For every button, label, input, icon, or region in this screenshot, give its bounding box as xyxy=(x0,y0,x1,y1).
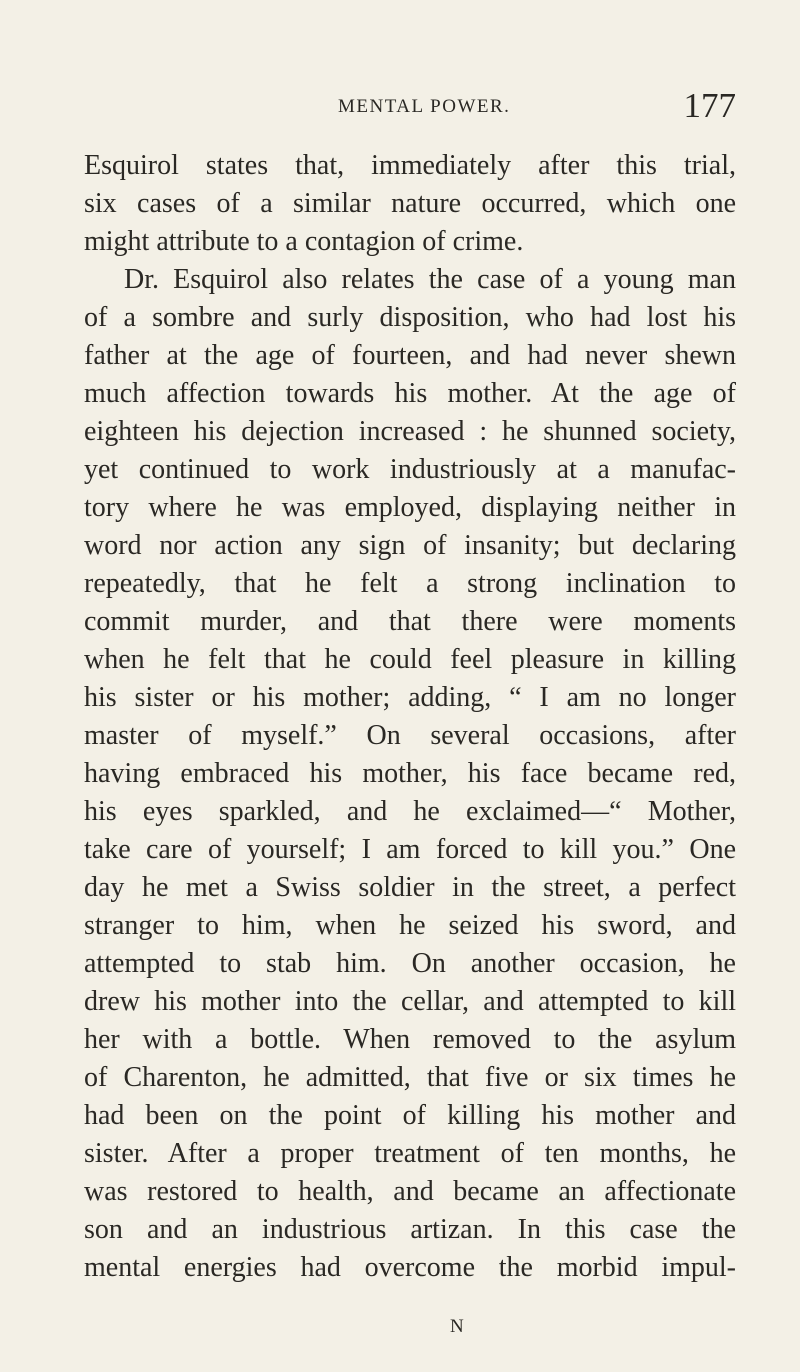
text-line: repeatedly, that he felt a strong inclination to xyxy=(84,568,736,599)
text-line: having embraced his mother, his face became red, xyxy=(84,758,736,789)
text-line: six cases of a similar nature occurred, which one xyxy=(84,188,736,219)
text-line: drew his mother into the cellar, and attempted to kill xyxy=(84,986,736,1017)
text-line: his eyes sparkled, and he exclaimed—“ Mother, xyxy=(84,796,736,827)
text-line: commit murder, and that there were moments xyxy=(84,606,736,637)
text-line: of a sombre and surly disposition, who had lost his xyxy=(84,302,736,333)
text-line: Esquirol states that, immediately after this trial, xyxy=(84,150,736,181)
running-head-title: MENTAL POWER. xyxy=(338,96,511,117)
text-line: eighteen his dejection increased : he shunned society, xyxy=(84,416,736,447)
text-line: take care of yourself; I am forced to kill you.” One xyxy=(84,834,736,865)
text-line: stranger to him, when he seized his sword, and xyxy=(84,910,736,941)
body-text xyxy=(84,147,736,1287)
text-line: mental energies had overcome the morbid impul- xyxy=(84,1252,736,1283)
text-line: day he met a Swiss soldier in the street, a perfect xyxy=(84,872,736,903)
text-line: was restored to health, and became an affectionate xyxy=(84,1176,736,1207)
text-line: father at the age of fourteen, and had never shewn xyxy=(84,340,736,371)
text-line: sister. After a proper treatment of ten months, he xyxy=(84,1138,736,1169)
running-head xyxy=(84,86,736,126)
text-line: much affection towards his mother. At the age of xyxy=(84,378,736,409)
text-line: when he felt that he could feel pleasure in killing xyxy=(84,644,736,675)
text-line: master of myself.” On several occasions, after xyxy=(84,720,736,751)
text-line: had been on the point of killing his mother and xyxy=(84,1100,736,1131)
text-line: his sister or his mother; adding, “ I am no longer xyxy=(84,682,736,713)
text-line: yet continued to work industriously at a manufac- xyxy=(84,454,736,485)
text-line: tory where he was employed, displaying neither in xyxy=(84,492,736,523)
text-line: son and an industrious artizan. In this case the xyxy=(84,1214,736,1245)
text-line: of Charenton, he admitted, that five or six times he xyxy=(84,1062,736,1093)
text-line: Dr. Esquirol also relates the case of a young man xyxy=(124,264,736,295)
text-line: word nor action any sign of insanity; but declaring xyxy=(84,530,736,561)
signature-mark: N xyxy=(450,1316,464,1337)
text-line: might attribute to a contagion of crime. xyxy=(84,226,524,257)
text-line: her with a bottle. When removed to the asylum xyxy=(84,1024,736,1055)
page-number: 177 xyxy=(683,86,736,125)
text-line: attempted to stab him. On another occasion, he xyxy=(84,948,736,979)
